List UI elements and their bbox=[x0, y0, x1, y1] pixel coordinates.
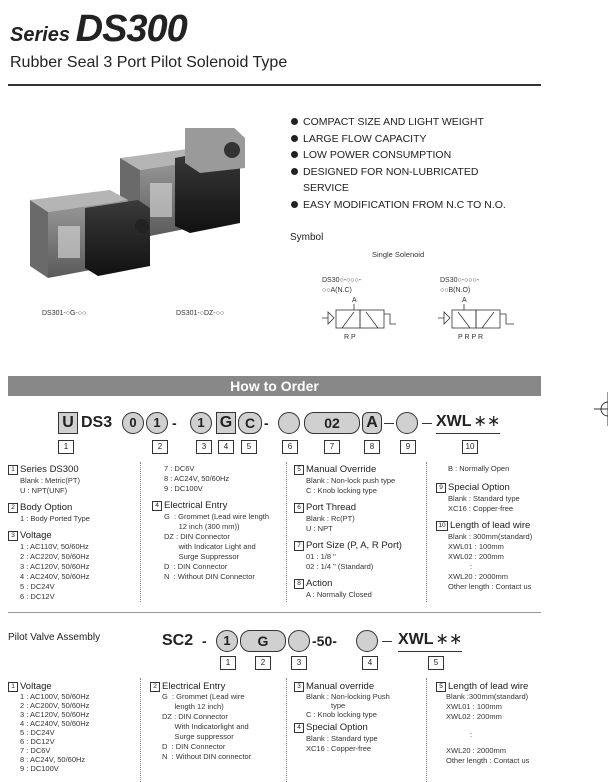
spec-item: 12 inch (300 mm)) bbox=[164, 522, 240, 531]
spec-num: 9 bbox=[436, 483, 446, 493]
spec-heading bbox=[294, 502, 356, 514]
spec-item: XWL01 : 100mm bbox=[446, 702, 502, 711]
spec-item: 8 : AC24V, 50/60Hz bbox=[164, 474, 230, 483]
code-stars: ∗∗ bbox=[473, 413, 501, 430]
code-1: 1 bbox=[146, 412, 168, 434]
num-box: 2 bbox=[255, 656, 271, 670]
spec-heading bbox=[8, 464, 79, 476]
page-subtitle: Rubber Seal 3 Port Pilot Solenoid Type bbox=[10, 54, 288, 71]
spec-item: XWL02 : 200mm bbox=[446, 712, 502, 721]
spec-heading bbox=[436, 520, 530, 532]
code-g: G bbox=[216, 412, 236, 434]
symbol-nc-line2: ○○A(N.C) bbox=[322, 287, 352, 294]
spec-item: 3 : AC120V, 50/60Hz bbox=[20, 710, 90, 719]
spec-num: 5 bbox=[436, 682, 446, 692]
feature-item-continuation: SERVICE bbox=[303, 182, 349, 194]
spec-item: G : Grommet (Lead wire bbox=[162, 692, 245, 701]
num-box: 3 bbox=[196, 440, 212, 454]
spec-item: Blank : Standard type bbox=[306, 734, 378, 743]
column-divider bbox=[426, 678, 427, 782]
spec-heading-text: Electrical Entry bbox=[162, 681, 226, 692]
spec-item: 6 : DC12V bbox=[20, 737, 55, 746]
spec-heading bbox=[294, 540, 402, 552]
spec-item: with Indicator Light and bbox=[164, 542, 256, 551]
spec-heading-text: Length of lead wire bbox=[450, 520, 531, 531]
spec-item: Other length : Contact us bbox=[446, 756, 530, 765]
series-heading bbox=[10, 8, 187, 51]
header-divider bbox=[8, 84, 541, 86]
spec-item: G : Grommet (Lead wire length bbox=[164, 512, 270, 521]
spec-heading bbox=[152, 500, 227, 512]
spec-heading-text: Port Thread bbox=[306, 502, 356, 513]
feature-item: LOW POWER CONSUMPTION bbox=[290, 147, 506, 164]
spec-heading-text: Manual Override bbox=[306, 464, 377, 475]
spec-heading bbox=[294, 464, 376, 476]
spec-item: 2 : AC200V, 50/60Hz bbox=[20, 701, 90, 710]
pilot-code-stars: ∗∗ bbox=[435, 631, 463, 648]
feature-item: DESIGNED FOR NON-LUBRICATED bbox=[290, 164, 506, 181]
code-blank-9 bbox=[396, 412, 418, 434]
registration-mark-icon bbox=[594, 392, 608, 426]
spec-item: : bbox=[470, 730, 473, 739]
num-box: 1 bbox=[58, 440, 74, 454]
spec-heading-text: Series DS300 bbox=[20, 464, 79, 475]
symbol-nc-port-a: A bbox=[352, 297, 357, 304]
spec-heading-text: Action bbox=[306, 578, 333, 589]
spec-item: C : Knob locking type bbox=[306, 486, 377, 495]
spec-heading-text: Electrical Entry bbox=[164, 500, 228, 511]
spec-item: 7 : DC6V bbox=[164, 464, 195, 473]
spec-heading bbox=[294, 578, 332, 590]
spec-num: 7 bbox=[294, 541, 304, 551]
num-box: 3 bbox=[291, 656, 307, 670]
symbol-title: Symbol bbox=[290, 232, 324, 243]
spec-item: XC16 : Copper-free bbox=[448, 504, 514, 513]
spec-item: 3 : AC120V, 50/60Hz bbox=[20, 562, 90, 571]
spec-item: U : NPT bbox=[306, 524, 333, 533]
spec-num: 3 bbox=[8, 531, 18, 541]
product-photo bbox=[10, 128, 270, 298]
spec-item: 2 : AC220V, 50/60Hz bbox=[20, 552, 90, 561]
spec-item: length 12 inch) bbox=[162, 702, 224, 711]
spec-num: 5 bbox=[294, 465, 304, 475]
spec-item: 7 : DC6V bbox=[20, 746, 51, 755]
spec-item: 4 : AC240V, 50/60Hz bbox=[20, 719, 90, 728]
spec-num: 3 bbox=[294, 682, 304, 692]
code-dash-3 bbox=[384, 423, 394, 424]
section-divider bbox=[8, 612, 541, 613]
spec-heading bbox=[8, 530, 52, 542]
code-02: 02 bbox=[304, 412, 360, 434]
code-1b: 1 bbox=[190, 412, 212, 434]
spec-item: Blank :300mm(standard) bbox=[446, 692, 529, 701]
feature-item: COMPACT SIZE AND LIGHT WEIGHT bbox=[290, 114, 506, 131]
spec-item: 9 : DC100V bbox=[20, 764, 59, 773]
pilot-code-xwl-text: XWL bbox=[398, 631, 434, 648]
num-box: 5 bbox=[428, 656, 444, 670]
num-box: 9 bbox=[400, 440, 416, 454]
spec-item: Surge Suppressor bbox=[164, 552, 240, 561]
column-divider bbox=[286, 678, 287, 782]
code-dash-2: - bbox=[264, 415, 269, 431]
spec-item: A : Normally Closed bbox=[306, 590, 372, 599]
spec-heading-text: Special Option bbox=[306, 722, 368, 733]
spec-num: 2 bbox=[150, 682, 160, 692]
spec-item: XC16 : Copper-free bbox=[306, 744, 372, 753]
code-blank-6 bbox=[278, 412, 300, 434]
spec-item: 1 : AC110V, 50/60Hz bbox=[20, 542, 89, 551]
spec-item: XWL20 : 2000mm bbox=[448, 572, 509, 581]
symbol-nc-label bbox=[322, 276, 361, 296]
num-box: 1 bbox=[220, 656, 236, 670]
num-box: 8 bbox=[364, 440, 380, 454]
spec-item: C : Knob locking type bbox=[306, 710, 377, 719]
pilot-code-50: -50- bbox=[312, 633, 337, 649]
code-c: C bbox=[238, 412, 262, 434]
how-to-order-bar: How to Order bbox=[8, 376, 541, 396]
model-name: DS300 bbox=[75, 8, 187, 50]
num-box: 2 bbox=[152, 440, 168, 454]
spec-num: 10 bbox=[436, 521, 448, 531]
num-box: 4 bbox=[362, 656, 378, 670]
spec-item: N : Without DIN Connector bbox=[164, 572, 255, 581]
spec-item: Blank : Rc(PT) bbox=[306, 514, 355, 523]
code-dash-4 bbox=[422, 423, 432, 424]
spec-heading bbox=[8, 502, 72, 514]
symbol-subtitle: Single Solenoid bbox=[372, 250, 425, 259]
pilot-code-blank-4 bbox=[356, 630, 378, 652]
spec-item: U : NPT(UNF) bbox=[20, 486, 68, 495]
num-box: 4 bbox=[218, 440, 234, 454]
pilot-code-1: 1 bbox=[216, 630, 238, 652]
spec-item: Blank : Non-lock push type bbox=[306, 476, 396, 485]
spec-item: Blank : 300mm(standard) bbox=[448, 532, 533, 541]
feature-list bbox=[290, 114, 506, 213]
pilot-code-dash: - bbox=[202, 633, 207, 649]
spec-item: Blank : Standard type bbox=[448, 494, 520, 503]
symbol-no-port-a: A bbox=[462, 297, 467, 304]
code-u: U bbox=[58, 412, 78, 434]
spec-item: XWL02 : 200mm bbox=[448, 552, 504, 561]
spec-num: 4 bbox=[152, 501, 162, 511]
spec-item: 8 : AC24V, 50/60Hz bbox=[20, 755, 86, 764]
spec-heading bbox=[294, 722, 368, 734]
spec-item: 9 : DC100V bbox=[164, 484, 203, 493]
spec-item: With Indicatorlight and bbox=[162, 722, 249, 731]
spec-item: 6 : DC12V bbox=[20, 592, 55, 601]
spec-num: 4 bbox=[294, 723, 304, 733]
spec-heading-text: Port Size (P, A, R Port) bbox=[306, 540, 402, 551]
spec-item: Blank : Metric(PT) bbox=[20, 476, 81, 485]
pilot-valve-title: Pilot Valve Assembly bbox=[8, 632, 101, 643]
spec-item: : bbox=[470, 562, 473, 571]
spec-num: 6 bbox=[294, 503, 304, 513]
spec-item: Other length : Contact us bbox=[448, 582, 532, 591]
num-box: 6 bbox=[282, 440, 298, 454]
spec-item: DZ : DIN Connector bbox=[162, 712, 228, 721]
spec-item: D : DIN Connector bbox=[162, 742, 226, 751]
symbol-no-line2: ○○B(N.O) bbox=[440, 287, 471, 294]
column-divider bbox=[140, 678, 141, 782]
pilot-code-xwl bbox=[398, 629, 462, 652]
symbol-no-label bbox=[440, 276, 479, 296]
column-divider bbox=[140, 462, 141, 602]
photo-caption-din: DS301-○DZ-○○ bbox=[176, 310, 225, 317]
spec-num: 2 bbox=[8, 503, 18, 513]
code-xwl bbox=[436, 411, 500, 434]
num-box: 5 bbox=[241, 440, 257, 454]
code-ds3: DS3 bbox=[81, 414, 113, 431]
spec-heading-text: Voltage bbox=[20, 681, 52, 692]
spec-heading-text: Special Option bbox=[448, 482, 510, 493]
num-box: 7 bbox=[324, 440, 340, 454]
spec-item: type bbox=[306, 701, 346, 710]
spec-heading-text: Manual override bbox=[306, 681, 375, 692]
symbol-nc-ports: R P bbox=[344, 334, 356, 341]
spec-heading-text: Body Option bbox=[20, 502, 73, 513]
num-box: 10 bbox=[462, 440, 478, 454]
spec-heading-text: Length of lead wire bbox=[448, 681, 529, 692]
feature-item: EASY MODIFICATION FROM N.C TO N.O. bbox=[290, 197, 506, 214]
symbol-no-ports: P R P R bbox=[458, 334, 484, 341]
symbol-no-line1: DS30○-○○○- bbox=[440, 277, 480, 284]
spec-item: DZ : DIN Connector bbox=[164, 532, 230, 541]
symbol-nc-diagram bbox=[320, 302, 400, 338]
symbol-nc-line1: DS30○-○○○- bbox=[322, 277, 362, 284]
spec-item: 5 : DC24V bbox=[20, 582, 55, 591]
column-divider bbox=[286, 462, 287, 602]
photo-caption-grommet: DS301-○G-○○ bbox=[42, 310, 87, 317]
spec-item: 1 : AC100V, 50/60Hz bbox=[20, 692, 90, 701]
spec-heading-text: Voltage bbox=[20, 530, 52, 541]
code-dash-1: - bbox=[172, 415, 177, 431]
spec-item: Surge suppressor bbox=[162, 732, 234, 741]
spec-item: 5 : DC24V bbox=[20, 728, 55, 737]
column-divider bbox=[426, 462, 427, 602]
series-prefix: Series bbox=[10, 24, 71, 46]
spec-item: Blank : Non-locking Push bbox=[306, 692, 390, 701]
spec-item: D : DIN Connector bbox=[164, 562, 228, 571]
code-xwl-text: XWL bbox=[436, 413, 472, 430]
spec-num: 1 bbox=[8, 465, 18, 475]
code-0: 0 bbox=[122, 412, 144, 434]
spec-heading bbox=[436, 482, 510, 494]
pilot-code-sc2: SC2 bbox=[162, 632, 194, 649]
pilot-code-g: G bbox=[240, 630, 286, 652]
valve-grommet-image bbox=[30, 190, 150, 278]
spec-item: 1 : Body Ported Type bbox=[20, 514, 90, 523]
spec-item: XWL01 : 100mm bbox=[448, 542, 504, 551]
spec-item: 02 : 1/4 " (Standard) bbox=[306, 562, 374, 571]
spec-item: 01 : 1/8 " bbox=[306, 552, 336, 561]
code-a: A bbox=[362, 412, 382, 434]
spec-num: 8 bbox=[294, 579, 304, 589]
spec-item: 4 : AC240V, 50/60Hz bbox=[20, 572, 90, 581]
spec-num: 1 bbox=[8, 682, 18, 692]
pilot-code-blank-3 bbox=[288, 630, 310, 652]
spec-item: N : Without DIN connector bbox=[162, 752, 252, 761]
pilot-code-dash-2 bbox=[382, 641, 392, 642]
feature-item: LARGE FLOW CAPACITY bbox=[290, 131, 506, 148]
spec-item: XWL20 : 2000mm bbox=[446, 746, 507, 755]
spec-item: B : Normally Open bbox=[448, 464, 510, 473]
